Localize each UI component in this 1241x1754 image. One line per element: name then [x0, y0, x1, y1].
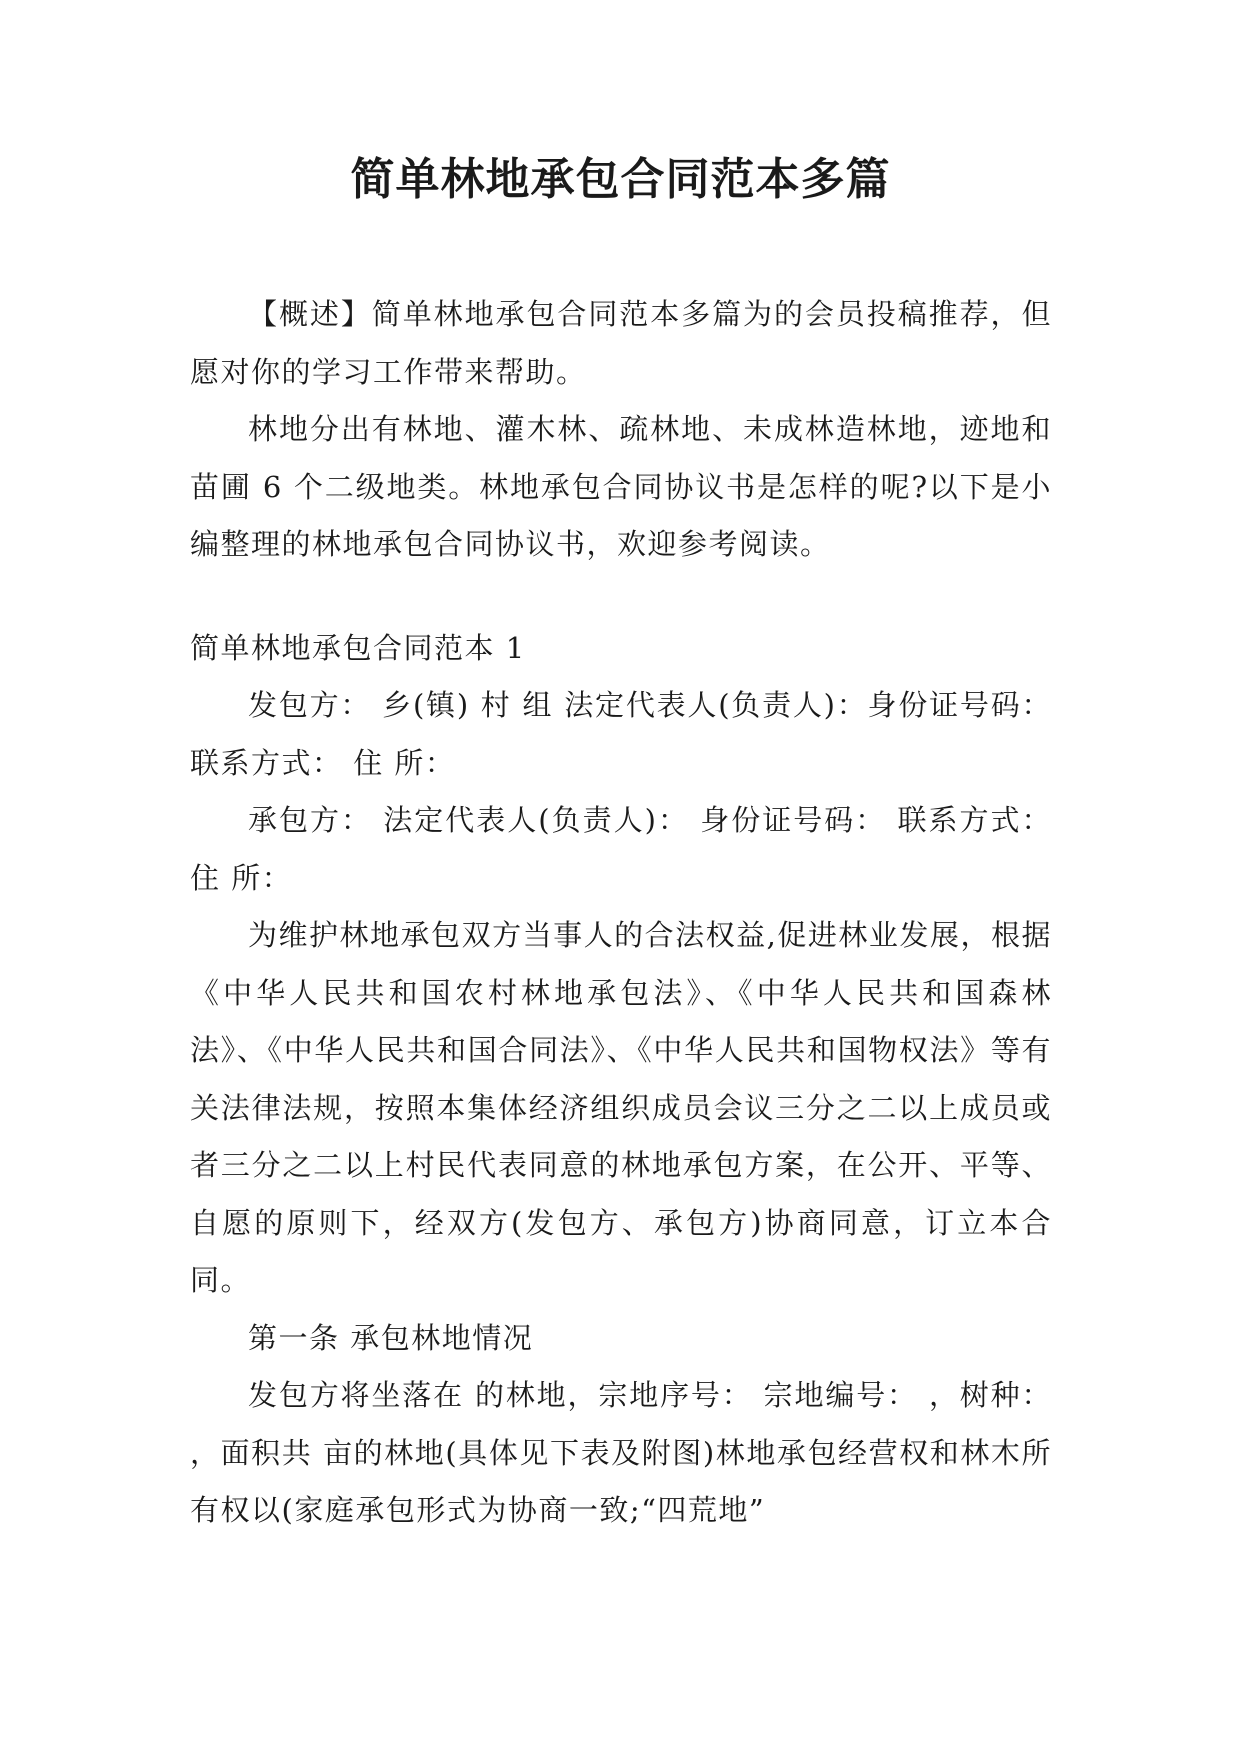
section-heading: 简单林地承包合同范本 1	[190, 630, 526, 665]
paragraph-contractor: 承包方： 法定代表人(负责人)： 身份证号码： 联系方式： 住 所：	[190, 803, 1052, 895]
article-heading: 第一条 承包林地情况	[248, 1320, 534, 1355]
paragraph-purpose: 为维护林地承包双方当事人的合法权益,促进林业发展，根据《中华人民共和国农村林地承包法》、《中华人民共和国森林法》、《中华人民共和国合同法》、《中华人民共和国物权法》等有关法律法规，按照本集体经济组织成员会议三分之二以上成员或者三分之二以上村民代表同意的林地承包方案，在公开、平等、自愿的原则下，经双方(发包方、承包方)协商同意，订立本合同。	[190, 918, 1052, 1297]
paragraph-intro: 林地分出有林地、灌木林、疏林地、未成林造林地，迹地和苗圃 6 个二级地类。林地承包合同协议书是怎样的呢?以下是小编整理的林地承包合同协议书，欢迎参考阅读。	[190, 412, 1052, 561]
paragraph-overview: 【概述】简单林地承包合同范本多篇为的会员投稿推荐，但愿对你的学习工作带来帮助。	[190, 297, 1052, 389]
paragraph-land-details: 发包方将坐落在 的林地，宗地序号： 宗地编号： ，树种： ，面积共 亩的林地(具体见下表及附图)林地承包经营权和林木所有权以(家庭承包形式为协商一致;“四荒地”	[190, 1378, 1052, 1527]
document-body	[190, 286, 1052, 1540]
paragraph-contract-issuer: 发包方： 乡(镇) 村 组 法定代表人(负责人)：身份证号码： 联系方式： 住 所：	[190, 688, 1052, 780]
document-title: 简单林地承包合同范本多篇	[350, 154, 891, 205]
section-spacer	[190, 574, 1052, 620]
